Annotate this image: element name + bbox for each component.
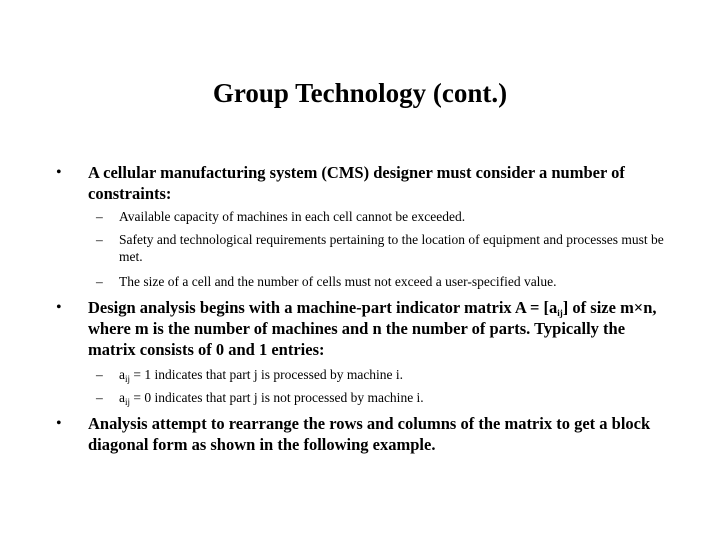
bullet-1-sub-3-text: The size of a cell and the number of cells must not exceed a user-specified value.	[119, 274, 557, 289]
sub-dash: –	[96, 232, 103, 247]
slide-title: Group Technology (cont.)	[212, 78, 508, 108]
sub-dash: –	[96, 390, 103, 405]
bullet-1-text: A cellular manufacturing system (CMS) designer must consider a number of constraints:	[88, 163, 625, 203]
bullet-dot: •	[56, 164, 62, 181]
bullet-2-sub-1-text: $a_{ij} = 1$ indicates that part j is processed by machine i.	[119, 367, 404, 384]
bullet-3-text: Analysis attempt to rearrange the rows and columns of the matrix to get a block diagonal form as shown in the following example.	[88, 414, 651, 454]
bullet-1-sub-2-text: Safety and technological requirements pertaining to the location of equipment and processes must be met.	[119, 232, 664, 264]
bullet-dot: •	[56, 415, 62, 432]
bullet-2-sub-2-text: $a_{ij} = 0$ indicates that part j is not processed by machine i.	[119, 390, 424, 407]
sub-dash: –	[96, 367, 103, 382]
bullet-dot: •	[56, 299, 62, 316]
bullet-1-sub-1-text: Available capacity of machines in each cell cannot be exceeded.	[119, 209, 466, 224]
sub-dash: –	[96, 209, 103, 224]
bullet-2-text: Design analysis begins with a machine-part indicator matrix $A = [a_{ij}]$ of size m×n, where m is the number of machines and n the number of parts. Typically the matrix consists of 0 and 1 entries:	[88, 298, 657, 359]
sub-dash: –	[96, 274, 103, 289]
